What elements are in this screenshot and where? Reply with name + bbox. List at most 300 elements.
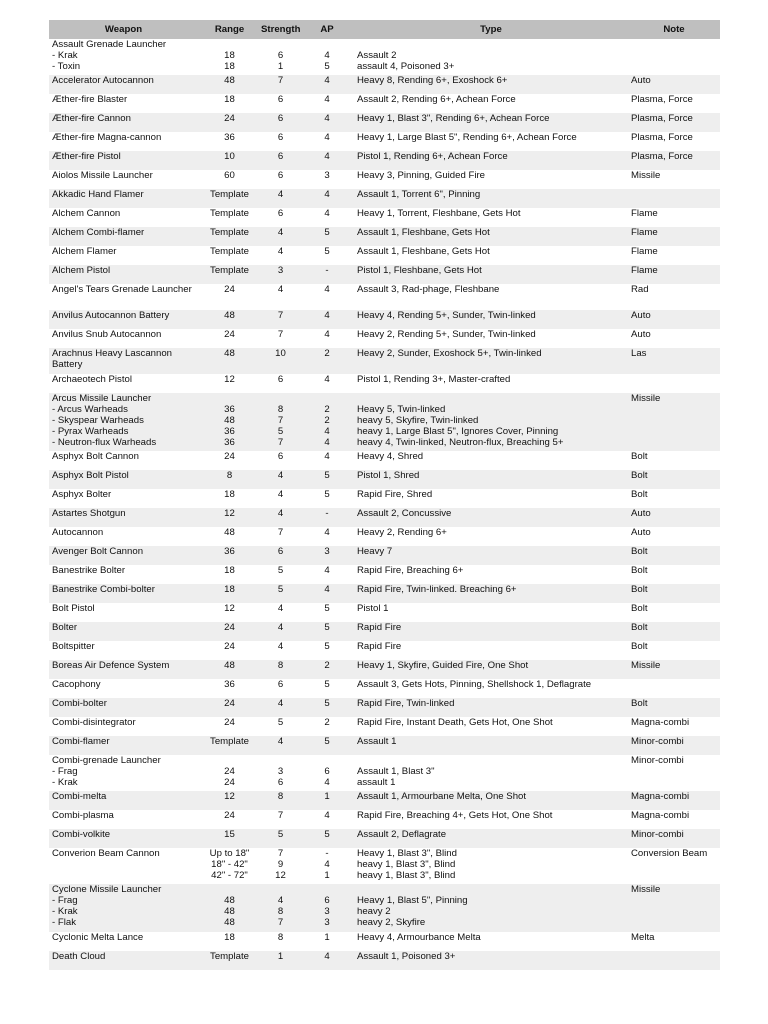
cell-note xyxy=(628,527,720,546)
cell-type-line: assault 4, Poisoned 3+ xyxy=(357,60,455,72)
table-row xyxy=(49,208,720,227)
cell-note-line: Plasma, Force xyxy=(631,151,693,162)
cell-ap-line: 4 xyxy=(324,584,330,595)
cell-range xyxy=(198,584,261,603)
table-row xyxy=(49,284,720,310)
cell-strength xyxy=(261,170,300,189)
cell-range-line: 48 xyxy=(224,527,235,538)
cell-weapon xyxy=(49,470,198,489)
cell-weapon-line: Avenger Bolt Cannon xyxy=(52,546,144,557)
cell-range xyxy=(198,284,261,310)
cell-type xyxy=(354,246,628,265)
cell-weapon xyxy=(49,348,198,374)
cell-strength-line: 8 xyxy=(277,403,284,415)
cell-type-line: Assault 2 xyxy=(357,49,397,61)
cell-weapon-line: Banestrike Combi-bolter xyxy=(52,584,155,595)
cell-type xyxy=(354,791,628,810)
cell-note-line: Missile xyxy=(631,393,661,404)
cell-strength-line: 6 xyxy=(277,94,284,105)
cell-strength xyxy=(261,329,300,348)
cell-range xyxy=(198,75,261,94)
cell-type-line: heavy 5, Skyfire, Twin-linked xyxy=(357,414,479,426)
cell-range-line: 36 xyxy=(224,546,235,557)
cell-strength-line: 4 xyxy=(277,622,284,633)
cell-weapon xyxy=(49,75,198,94)
cell-strength-line: 3 xyxy=(277,765,284,777)
table-row xyxy=(49,679,720,698)
cell-note-line: Flame xyxy=(631,208,658,219)
cell-note xyxy=(628,227,720,246)
cell-range-line: 12 xyxy=(224,791,235,802)
cell-type-line: Heavy 1, Torrent, Fleshbane, Gets Hot xyxy=(357,208,521,219)
cell-range-line: 18 xyxy=(224,565,235,576)
cell-note xyxy=(628,622,720,641)
table-row xyxy=(49,451,720,470)
cell-range-line: 24 xyxy=(224,765,235,777)
cell-type-line: Heavy 8, Rending 6+, Exoshock 6+ xyxy=(357,75,508,86)
table-row xyxy=(49,641,720,660)
cell-range xyxy=(198,348,261,374)
cell-type xyxy=(354,39,628,75)
cell-note xyxy=(628,94,720,113)
table-row xyxy=(49,132,720,151)
cell-type-line: Heavy 2, Sunder, Exoshock 5+, Twin-linked xyxy=(357,348,542,359)
header-strength: Strength xyxy=(261,20,300,39)
table-row xyxy=(49,489,720,508)
cell-type xyxy=(354,546,628,565)
cell-note-line: Auto xyxy=(631,329,651,340)
header-ap: AP xyxy=(300,20,354,39)
cell-ap-line: 6 xyxy=(324,765,330,777)
table-row xyxy=(49,329,720,348)
table-row xyxy=(49,265,720,284)
cell-strength-line: 7 xyxy=(277,75,284,86)
cell-weapon-line: - Frag xyxy=(52,894,78,906)
cell-weapon xyxy=(49,265,198,284)
cell-strength xyxy=(261,470,300,489)
cell-type-line: Rapid Fire, Instant Death, Gets Hot, One Shot xyxy=(357,717,553,728)
cell-type-line: Rapid Fire, Twin-linked xyxy=(357,698,455,709)
cell-range-line: 8 xyxy=(226,470,233,481)
cell-range-line: 24 xyxy=(224,641,235,652)
cell-type-line: Heavy 5, Twin-linked xyxy=(357,403,446,415)
table-row xyxy=(49,660,720,679)
cell-weapon-line: Asphyx Bolter xyxy=(52,489,112,500)
cell-note xyxy=(628,132,720,151)
cell-ap xyxy=(300,451,354,470)
cell-note-line: Bolt xyxy=(631,603,648,614)
cell-ap-line: 2 xyxy=(324,403,330,415)
cell-note-line: Plasma, Force xyxy=(631,132,693,143)
cell-ap xyxy=(300,227,354,246)
cell-type xyxy=(354,884,628,932)
cell-weapon-line: Combi-volkite xyxy=(52,829,111,840)
table-row xyxy=(49,546,720,565)
cell-range-line: Template xyxy=(210,189,249,200)
cell-note-line: Missile xyxy=(631,170,661,181)
cell-range-line: 24 xyxy=(224,284,235,295)
cell-weapon-line: - Skyspear Warheads xyxy=(52,414,144,426)
cell-strength-line: 6 xyxy=(277,132,284,143)
cell-note xyxy=(628,546,720,565)
cell-range xyxy=(198,470,261,489)
cell-ap-line: 1 xyxy=(324,869,330,881)
cell-weapon-line: Autocannon xyxy=(52,527,104,538)
cell-weapon-line: Cyclone Missile Launcher xyxy=(52,884,162,895)
cell-note xyxy=(628,284,720,310)
cell-type-line: Heavy 7 xyxy=(357,546,393,557)
cell-range-line: Template xyxy=(210,736,249,747)
cell-ap-line: 6 xyxy=(324,894,330,906)
cell-range xyxy=(198,374,261,393)
cell-strength xyxy=(261,284,300,310)
cell-range xyxy=(198,791,261,810)
cell-weapon-line: Converion Beam Cannon xyxy=(52,848,160,859)
cell-strength-line: 4 xyxy=(277,227,284,238)
cell-note xyxy=(628,329,720,348)
cell-note xyxy=(628,75,720,94)
cell-range-line: 18 xyxy=(224,60,235,72)
cell-type-line: Heavy 1, Blast 3", Blind xyxy=(357,848,457,859)
cell-note-line: Bolt xyxy=(631,451,648,462)
cell-range xyxy=(198,755,261,791)
cell-weapon-line: Boltspitter xyxy=(52,641,95,652)
cell-strength-line: 7 xyxy=(277,848,284,859)
cell-strength-line: 4 xyxy=(277,284,284,295)
weapons-table-sheet xyxy=(49,20,720,970)
cell-weapon-line: Æther-fire Magna-cannon xyxy=(52,132,162,143)
cell-range-line: 48 xyxy=(224,905,235,917)
cell-type xyxy=(354,848,628,884)
cell-strength-line: 4 xyxy=(277,698,284,709)
cell-strength-line: 4 xyxy=(277,508,284,519)
cell-ap-line: 4 xyxy=(324,951,330,962)
cell-range-line: 24 xyxy=(224,451,235,462)
cell-weapon xyxy=(49,39,198,75)
cell-weapon-line: Asphyx Bolt Pistol xyxy=(52,470,129,481)
cell-ap xyxy=(300,951,354,970)
cell-range xyxy=(198,246,261,265)
cell-strength xyxy=(261,641,300,660)
weapons-table xyxy=(49,20,720,970)
cell-strength-line: 3 xyxy=(277,265,284,276)
cell-strength-line: 9 xyxy=(277,858,284,870)
cell-strength-line: 6 xyxy=(277,151,284,162)
cell-ap xyxy=(300,698,354,717)
cell-strength-line: 6 xyxy=(277,776,284,788)
cell-weapon-line: Combi-melta xyxy=(52,791,107,802)
cell-type-line: heavy 4, Twin-linked, Neutron-flux, Breaching 5+ xyxy=(357,436,564,448)
table-row xyxy=(49,75,720,94)
cell-strength xyxy=(261,717,300,736)
cell-weapon xyxy=(49,603,198,622)
cell-note-line: Flame xyxy=(631,265,658,276)
cell-note-line: Bolt xyxy=(631,641,648,652)
cell-note xyxy=(628,951,720,970)
cell-note-line: Bolt xyxy=(631,584,648,595)
cell-weapon-line: - Neutron-flux Warheads xyxy=(52,436,157,448)
cell-note-line: Auto xyxy=(631,310,651,321)
cell-type-line: Assault 2, Deflagrate xyxy=(357,829,447,840)
cell-note xyxy=(628,348,720,374)
cell-strength xyxy=(261,451,300,470)
table-row xyxy=(49,94,720,113)
table-row xyxy=(49,151,720,170)
cell-weapon-line: Alchem Flamer xyxy=(52,246,117,257)
cell-ap xyxy=(300,736,354,755)
cell-type-line: Heavy 1, Blast 3", Rending 6+, Achean Force xyxy=(357,113,550,124)
cell-weapon-line: Accelerator Autocannon xyxy=(52,75,154,86)
cell-range-line: Template xyxy=(210,208,249,219)
cell-ap-line: 4 xyxy=(324,810,330,821)
cell-type xyxy=(354,932,628,951)
cell-range-line: 18 xyxy=(224,584,235,595)
cell-type xyxy=(354,527,628,546)
cell-type-line: Heavy 1, Large Blast 5", Rending 6+, Achean Force xyxy=(357,132,577,143)
cell-note xyxy=(628,584,720,603)
cell-range-line: Template xyxy=(210,227,249,238)
cell-weapon xyxy=(49,565,198,584)
cell-type xyxy=(354,698,628,717)
cell-range-line: 24 xyxy=(224,776,235,788)
cell-ap-line: 4 xyxy=(324,94,330,105)
cell-type-line: assault 1 xyxy=(357,776,396,788)
cell-range xyxy=(198,208,261,227)
cell-ap-line: 5 xyxy=(324,736,330,747)
cell-note xyxy=(628,641,720,660)
cell-ap xyxy=(300,660,354,679)
cell-type-line: Assault 1, Poisoned 3+ xyxy=(357,951,456,962)
table-row xyxy=(49,791,720,810)
cell-range-line: Template xyxy=(210,951,249,962)
cell-note-line: Missile xyxy=(631,884,661,895)
cell-ap xyxy=(300,470,354,489)
cell-weapon xyxy=(49,791,198,810)
cell-strength xyxy=(261,679,300,698)
cell-range xyxy=(198,132,261,151)
cell-range-line: Template xyxy=(210,246,249,257)
cell-note xyxy=(628,470,720,489)
cell-strength xyxy=(261,39,300,75)
cell-type xyxy=(354,113,628,132)
cell-weapon-line: Combi-plasma xyxy=(52,810,114,821)
cell-range-line: 48 xyxy=(224,894,235,906)
cell-ap-line: 4 xyxy=(324,49,330,61)
cell-note-line: Auto xyxy=(631,75,651,86)
cell-ap-line: 4 xyxy=(324,75,330,86)
cell-strength-line: 7 xyxy=(277,916,284,928)
table-row xyxy=(49,470,720,489)
cell-ap xyxy=(300,329,354,348)
cell-weapon-line: Æther-fire Pistol xyxy=(52,151,121,162)
table-row xyxy=(49,736,720,755)
cell-strength-line: 8 xyxy=(277,660,284,671)
table-body xyxy=(49,39,720,970)
cell-weapon xyxy=(49,113,198,132)
cell-strength-line: 1 xyxy=(277,951,284,962)
cell-weapon-line: Akkadic Hand Flamer xyxy=(52,189,144,200)
table-row xyxy=(49,951,720,970)
cell-ap xyxy=(300,265,354,284)
cell-range-line: 36 xyxy=(224,132,235,143)
cell-strength xyxy=(261,755,300,791)
cell-type-line: heavy 1, Blast 3", Blind xyxy=(357,869,456,881)
cell-strength xyxy=(261,393,300,451)
cell-weapon-line: Æther-fire Blaster xyxy=(52,94,128,105)
cell-note-line: Magna-combi xyxy=(631,791,690,802)
table-row xyxy=(49,932,720,951)
cell-type-line: Assault 1, Fleshbane, Gets Hot xyxy=(357,227,490,238)
cell-weapon xyxy=(49,736,198,755)
cell-strength xyxy=(261,310,300,329)
cell-strength xyxy=(261,208,300,227)
cell-type xyxy=(354,374,628,393)
cell-type-line: Rapid Fire, Twin-linked. Breaching 6+ xyxy=(357,584,517,595)
cell-ap-line: 5 xyxy=(324,829,330,840)
cell-ap-line: 4 xyxy=(324,310,330,321)
cell-range-line: 24 xyxy=(224,622,235,633)
cell-strength xyxy=(261,736,300,755)
cell-strength-line: 4 xyxy=(277,894,284,906)
cell-note xyxy=(628,565,720,584)
cell-range-line: 18 xyxy=(224,94,235,105)
table-row xyxy=(49,508,720,527)
cell-ap-line: - xyxy=(325,508,329,519)
cell-type-line: Assault 3, Rad-phage, Fleshbane xyxy=(357,284,500,295)
cell-strength xyxy=(261,603,300,622)
cell-strength-line: 7 xyxy=(277,310,284,321)
cell-range-line: 36 xyxy=(224,436,235,448)
cell-ap-line: 5 xyxy=(324,603,330,614)
cell-type xyxy=(354,736,628,755)
cell-note xyxy=(628,265,720,284)
cell-range xyxy=(198,489,261,508)
cell-ap-line: 5 xyxy=(324,698,330,709)
cell-type xyxy=(354,265,628,284)
cell-ap-line: 4 xyxy=(324,113,330,124)
cell-strength xyxy=(261,622,300,641)
cell-ap-line: 5 xyxy=(324,641,330,652)
cell-type xyxy=(354,170,628,189)
cell-strength-line: 6 xyxy=(277,113,284,124)
cell-type xyxy=(354,508,628,527)
cell-type-line: heavy 1, Blast 3", Blind xyxy=(357,858,456,870)
cell-type xyxy=(354,227,628,246)
cell-weapon-line: Bolt Pistol xyxy=(52,603,95,614)
cell-type-line: Rapid Fire, Breaching 6+ xyxy=(357,565,464,576)
cell-weapon xyxy=(49,284,198,310)
cell-note xyxy=(628,848,720,884)
cell-weapon-line: Angel's Tears Grenade Launcher xyxy=(52,284,192,295)
cell-weapon xyxy=(49,189,198,208)
cell-ap-line: - xyxy=(325,265,329,276)
cell-type-line: Rapid Fire xyxy=(357,622,402,633)
cell-type xyxy=(354,189,628,208)
cell-strength-line: 4 xyxy=(277,246,284,257)
cell-ap-line: 4 xyxy=(324,565,330,576)
cell-strength xyxy=(261,94,300,113)
cell-note xyxy=(628,113,720,132)
cell-weapon-line: Cacophony xyxy=(52,679,101,690)
cell-ap xyxy=(300,932,354,951)
cell-note-line: Plasma, Force xyxy=(631,113,693,124)
cell-strength xyxy=(261,265,300,284)
cell-note-line: Bolt xyxy=(631,622,648,633)
cell-weapon-line: Death Cloud xyxy=(52,951,106,962)
cell-weapon-line: Alchem Cannon xyxy=(52,208,121,219)
table-row xyxy=(49,829,720,848)
cell-strength-line: 6 xyxy=(277,208,284,219)
cell-type xyxy=(354,584,628,603)
cell-type-line: Heavy 4, Rending 5+, Sunder, Twin-linked xyxy=(357,310,536,321)
cell-strength xyxy=(261,374,300,393)
table-row xyxy=(49,884,720,932)
cell-ap xyxy=(300,39,354,75)
cell-ap-line: 2 xyxy=(324,660,330,671)
cell-strength-line: 5 xyxy=(277,584,284,595)
cell-type xyxy=(354,951,628,970)
cell-strength-line: 4 xyxy=(277,470,284,481)
cell-weapon-line: - Arcus Warheads xyxy=(52,403,128,415)
cell-weapon xyxy=(49,246,198,265)
cell-ap-line: 2 xyxy=(324,414,330,426)
table-row xyxy=(49,755,720,791)
cell-weapon xyxy=(49,170,198,189)
cell-note-line: Auto xyxy=(631,508,651,519)
cell-range xyxy=(198,170,261,189)
cell-ap-line: 2 xyxy=(324,717,330,728)
cell-ap-line: 4 xyxy=(324,776,330,788)
cell-ap xyxy=(300,94,354,113)
cell-ap-line: 4 xyxy=(324,436,330,448)
cell-note xyxy=(628,810,720,829)
cell-strength-line: 8 xyxy=(277,932,284,943)
cell-type xyxy=(354,603,628,622)
cell-range-line: 18 xyxy=(224,489,235,500)
table-row xyxy=(49,227,720,246)
cell-range xyxy=(198,951,261,970)
cell-note xyxy=(628,310,720,329)
cell-note xyxy=(628,698,720,717)
cell-weapon-line: Banestrike Bolter xyxy=(52,565,126,576)
cell-note-line xyxy=(631,375,717,386)
cell-range-line: 24 xyxy=(224,717,235,728)
cell-type xyxy=(354,622,628,641)
cell-range xyxy=(198,565,261,584)
cell-weapon xyxy=(49,546,198,565)
cell-note xyxy=(628,393,720,451)
cell-note-line: Missile xyxy=(631,660,661,671)
cell-weapon xyxy=(49,641,198,660)
cell-range xyxy=(198,527,261,546)
cell-range-line: 42" - 72" xyxy=(211,869,248,881)
cell-note-line: Minor-combi xyxy=(631,829,684,840)
cell-strength xyxy=(261,489,300,508)
cell-type-line: Rapid Fire, Shred xyxy=(357,489,433,500)
cell-type xyxy=(354,565,628,584)
header-note: Note xyxy=(628,20,720,39)
cell-ap xyxy=(300,310,354,329)
cell-ap-line: 2 xyxy=(324,348,330,359)
cell-type-line: Assault 1, Armourbane Melta, One Shot xyxy=(357,791,527,802)
cell-ap-line: 5 xyxy=(324,246,330,257)
cell-note xyxy=(628,508,720,527)
cell-weapon-line: Bolter xyxy=(52,622,78,633)
cell-weapon xyxy=(49,660,198,679)
cell-weapon-line: Archaeotech Pistol xyxy=(52,374,132,385)
cell-range xyxy=(198,641,261,660)
cell-weapon-line: - Krak xyxy=(52,905,78,917)
